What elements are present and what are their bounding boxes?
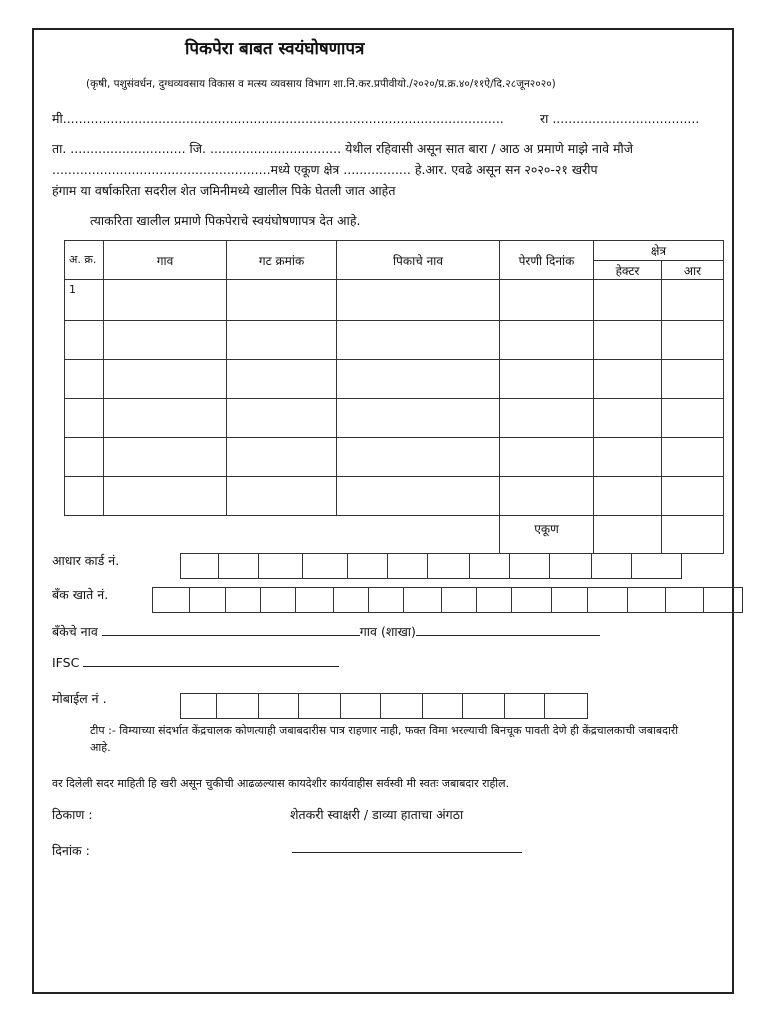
table-row bbox=[65, 321, 724, 360]
digit-box[interactable] bbox=[442, 587, 477, 613]
table-row bbox=[65, 438, 724, 477]
table-cell[interactable] bbox=[227, 399, 337, 438]
digit-box[interactable] bbox=[423, 693, 463, 719]
table-cell-sr bbox=[65, 321, 104, 360]
digit-box[interactable] bbox=[388, 553, 428, 579]
table-row bbox=[65, 477, 724, 516]
header-village: गाव bbox=[104, 241, 227, 280]
table-cell[interactable] bbox=[594, 280, 662, 321]
table-cell[interactable] bbox=[227, 438, 337, 477]
declaration-text: वर दिलेली सदर माहिती हि खरी असून चुकीची आढळल्यास कायदेशीर कार्यवाहीस सर्वस्वी मी स्वतः जबाबदार राहील. bbox=[52, 777, 510, 790]
digit-box[interactable] bbox=[181, 693, 217, 719]
decl-line-1-prefix: मी. bbox=[52, 111, 67, 126]
table-cell[interactable] bbox=[337, 438, 500, 477]
table-cell[interactable] bbox=[662, 399, 724, 438]
table-cell[interactable] bbox=[104, 360, 227, 399]
table-cell[interactable] bbox=[500, 438, 594, 477]
digit-box[interactable] bbox=[369, 587, 404, 613]
decl-line-1-name-field[interactable]: .............................................................................................................. bbox=[66, 111, 504, 126]
decl-line-1 bbox=[52, 110, 504, 127]
date-label: दिनांक : bbox=[52, 843, 90, 858]
digit-box[interactable] bbox=[381, 693, 423, 719]
digit-box[interactable] bbox=[588, 587, 628, 613]
table-cell[interactable] bbox=[662, 438, 724, 477]
table-cell[interactable] bbox=[104, 477, 227, 516]
aadhaar-label: आधार कार्ड नं. bbox=[52, 553, 120, 568]
digit-box[interactable] bbox=[334, 587, 369, 613]
table-cell[interactable] bbox=[104, 280, 227, 321]
digit-box[interactable] bbox=[628, 587, 666, 613]
ifsc-row bbox=[52, 655, 339, 670]
decl-line-5: त्याकरिता खालील प्रमाणे पिकपेराचे स्वयंघोषणापत्र देत आहे. bbox=[90, 213, 361, 228]
header-sowing-date: पेरणी दिनांक bbox=[500, 241, 594, 280]
decl-line-4: हंगाम या वर्षाकरिता सदरील शेत जमिनीमध्ये खालील पिके घेतली जात आहेत bbox=[52, 183, 396, 198]
table-cell[interactable] bbox=[662, 477, 724, 516]
digit-box[interactable] bbox=[666, 587, 704, 613]
table-cell[interactable] bbox=[500, 399, 594, 438]
table-cell-sr bbox=[65, 438, 104, 477]
table-cell[interactable] bbox=[337, 399, 500, 438]
bank-name-field[interactable] bbox=[102, 635, 360, 636]
digit-box[interactable] bbox=[592, 553, 632, 579]
table-cell[interactable] bbox=[500, 477, 594, 516]
header-crop-name: पिकाचे नाव bbox=[337, 241, 500, 280]
table-cell[interactable] bbox=[594, 399, 662, 438]
digit-box[interactable] bbox=[226, 587, 261, 613]
table-cell[interactable] bbox=[227, 280, 337, 321]
total-are-cell[interactable] bbox=[662, 516, 724, 554]
table-cell[interactable] bbox=[594, 477, 662, 516]
header-sr-no: अ. क्र. bbox=[65, 241, 104, 280]
bank-name-label: बँकेचे नाव bbox=[52, 624, 98, 639]
table-cell[interactable] bbox=[227, 477, 337, 516]
table-cell[interactable] bbox=[500, 321, 594, 360]
digit-box[interactable] bbox=[299, 693, 341, 719]
digit-box[interactable] bbox=[219, 553, 259, 579]
table-cell[interactable] bbox=[594, 438, 662, 477]
digit-box[interactable] bbox=[259, 553, 303, 579]
digit-box[interactable] bbox=[510, 553, 550, 579]
decl-line-1-ra[interactable]: रा ..................................... bbox=[540, 111, 700, 126]
bank-account-boxes[interactable] bbox=[152, 587, 743, 613]
table-cell[interactable] bbox=[337, 280, 500, 321]
digit-box[interactable] bbox=[428, 553, 470, 579]
table-cell-sr: 1 bbox=[65, 280, 104, 321]
table-cell-sr bbox=[65, 360, 104, 399]
digit-box[interactable] bbox=[545, 693, 588, 719]
form-title: पिकपेरा बाबत स्वयंघोषणापत्र bbox=[185, 39, 365, 59]
total-label: एकूण bbox=[500, 516, 594, 554]
digit-box[interactable] bbox=[505, 693, 545, 719]
digit-box[interactable] bbox=[463, 693, 505, 719]
table-row bbox=[65, 399, 724, 438]
header-area: क्षेत्र bbox=[594, 241, 724, 261]
digit-box[interactable] bbox=[477, 587, 512, 613]
digit-box[interactable] bbox=[217, 693, 259, 719]
header-are: आर bbox=[662, 261, 724, 280]
header-hectare: हेक्टर bbox=[594, 261, 662, 280]
crop-table bbox=[64, 240, 724, 554]
table-cell[interactable] bbox=[227, 360, 337, 399]
digit-box[interactable] bbox=[303, 553, 348, 579]
digit-box[interactable] bbox=[512, 587, 552, 613]
decl-line-3: .......................................................मध्ये एकूण क्षेत्र ................. हे.आर. एवढे असून सन २०२०-२१ खरीप bbox=[52, 162, 598, 177]
digit-box[interactable] bbox=[552, 587, 588, 613]
digit-box[interactable] bbox=[704, 587, 743, 613]
total-hectare-cell[interactable] bbox=[594, 516, 662, 554]
table-cell-sr bbox=[65, 477, 104, 516]
branch-label: गाव (शाखा) bbox=[359, 624, 416, 639]
total-row bbox=[65, 516, 724, 554]
table-cell[interactable] bbox=[227, 321, 337, 360]
table-cell[interactable] bbox=[500, 360, 594, 399]
header-gat-number: गट क्रमांक bbox=[227, 241, 337, 280]
digit-box[interactable] bbox=[550, 553, 592, 579]
signature-line[interactable] bbox=[292, 852, 522, 853]
table-cell[interactable] bbox=[104, 399, 227, 438]
digit-box[interactable] bbox=[153, 587, 190, 613]
decl-line-2: ता. ............................. जि. ................................. येथील रहिवासी असून सात बारा / आठ अ प्रमाणे माझे नावे मौजे bbox=[52, 141, 633, 156]
table-cell[interactable] bbox=[104, 438, 227, 477]
branch-field[interactable] bbox=[416, 635, 600, 636]
note-text: टीप :- विम्याच्या संदर्भात केंद्रचालक कोणत्याही जबाबदारीस पात्र राहणार नाही, फक्त विमा भरल्याची बिनचूक पावती देणे ही केंद्रचालकाची जबाबदारी आहे. bbox=[90, 724, 679, 754]
table-cell[interactable] bbox=[337, 321, 500, 360]
digit-box[interactable] bbox=[404, 587, 442, 613]
digit-box[interactable] bbox=[341, 693, 381, 719]
table-cell[interactable] bbox=[500, 280, 594, 321]
digit-box[interactable] bbox=[181, 553, 219, 579]
digit-box[interactable] bbox=[261, 587, 296, 613]
table-row bbox=[65, 360, 724, 399]
table-cell[interactable] bbox=[594, 321, 662, 360]
table-row bbox=[65, 280, 724, 321]
table-cell[interactable] bbox=[662, 360, 724, 399]
total-row-spacer bbox=[65, 516, 500, 554]
table-cell[interactable] bbox=[662, 280, 724, 321]
table-cell[interactable] bbox=[662, 321, 724, 360]
digit-box[interactable] bbox=[348, 553, 388, 579]
form-subtitle: (कृषी, पशुसंवर्धन, दुग्धव्यवसाय विकास व मत्स्य व्यवसाय विभाग शा.नि.कर.प्रपीवीयो./२०२०/प्र.क्र.४०/११ऐ/दि.२८जून२०२०) bbox=[86, 78, 556, 90]
digit-box[interactable] bbox=[470, 553, 510, 579]
table-cell-sr bbox=[65, 399, 104, 438]
mobile-label: मोबाईल नं . bbox=[52, 691, 107, 706]
ifsc-label: IFSC bbox=[52, 655, 80, 670]
digit-box[interactable] bbox=[632, 553, 682, 579]
table-cell[interactable] bbox=[337, 477, 500, 516]
digit-box[interactable] bbox=[259, 693, 299, 719]
bank-account-label: बँक खाते नं. bbox=[52, 587, 109, 602]
aadhaar-boxes[interactable] bbox=[180, 553, 682, 579]
table-cell[interactable] bbox=[337, 360, 500, 399]
mobile-boxes[interactable] bbox=[180, 693, 588, 719]
place-label: ठिकाण : bbox=[52, 807, 93, 822]
bank-name-row bbox=[52, 623, 600, 640]
ifsc-field[interactable] bbox=[83, 666, 339, 667]
signature-label: शेतकरी स्वाक्षरी / डाव्या हाताचा अंगठा bbox=[290, 807, 464, 822]
digit-box[interactable] bbox=[296, 587, 334, 613]
table-cell[interactable] bbox=[104, 321, 227, 360]
digit-box[interactable] bbox=[190, 587, 226, 613]
table-cell[interactable] bbox=[594, 360, 662, 399]
